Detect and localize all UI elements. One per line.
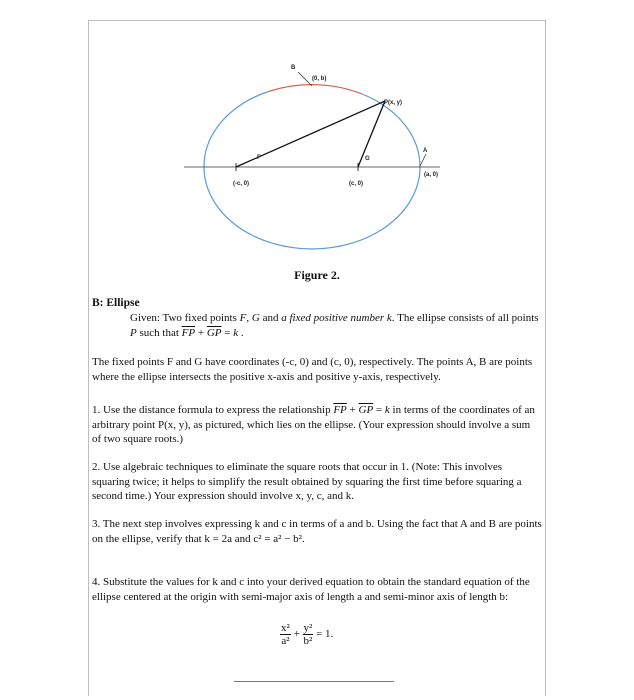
- y-fraction: $\frac{\text{y²}}{\text{b²}}$: [303, 622, 313, 647]
- ellipse-equation: $\frac{\text{x²}}{\text{a²}}$ + $\frac{\text{y²}}{\text{b²}}$ = 1.: [281, 622, 334, 647]
- fixed-points-paragraph: The fixed points F and G have coordinates (-c, 0) and (c, 0), respectively. The points A, B are points where the ellipse intersects the positive x-axis and positive y-axis, respectively.: [92, 356, 533, 383]
- label-g: G: [365, 156, 370, 162]
- label-g-coord: (c, 0): [349, 181, 364, 187]
- bottom-divider: [234, 681, 394, 682]
- given-paragraph: Given: Two fixed points F, G and a fixed positive number k. The ellipse consists of all points P such that $\overline{FP} + \overline{GP} = k$ .: [130, 312, 539, 339]
- ellipse-figure: [0, 0, 634, 270]
- label-a: A: [423, 148, 428, 154]
- ellipse-upper-top-arc: [270, 85, 362, 94]
- label-b: B: [291, 65, 296, 71]
- label-f: F: [257, 155, 261, 161]
- question-2: 2. Use algebraic techniques to eliminate the square roots that occur in 1. (Note: This involves squaring twice; it helps to simplify the result obtained by squaring the first time before squaring a second time.) Your expression should involve x, y, c, and k.: [92, 461, 522, 502]
- label-b-coord: (0, b): [312, 76, 327, 82]
- label-a-coord: (a, 0): [424, 172, 439, 178]
- section-heading: B: Ellipse: [92, 297, 140, 309]
- label-f-coord: (-c, 0): [233, 181, 250, 187]
- pointer-b: [298, 72, 312, 86]
- figure-caption: Figure 2.: [294, 268, 340, 282]
- ellipse-lower-arc: [204, 167, 420, 249]
- label-p: P(x, y): [384, 100, 403, 106]
- question-4: 4. Substitute the values for k and c into your derived equation to obtain the standard equation of the ellipse centered at the origin with semi-major axis of length a and semi-minor axis of length b:: [92, 576, 530, 603]
- question-3: 3. The next step involves expressing k and c in terms of a and b. Using the fact that A and B are points on the ellipse, verify that k = 2a and c² = a² − b².: [92, 518, 542, 545]
- x-fraction: $\frac{\text{x²}}{\text{a²}}$: [281, 622, 290, 647]
- pointer-a: [420, 154, 426, 166]
- question-1: 1. Use the distance formula to express the relationship $\overline{FP} + \overline{GP} = k$ in terms of the coordinates of an arbitrary point P(x, y), as pictured, which lies on the ellipse. (Your expression should involve a sum of two square roots.): [92, 404, 535, 445]
